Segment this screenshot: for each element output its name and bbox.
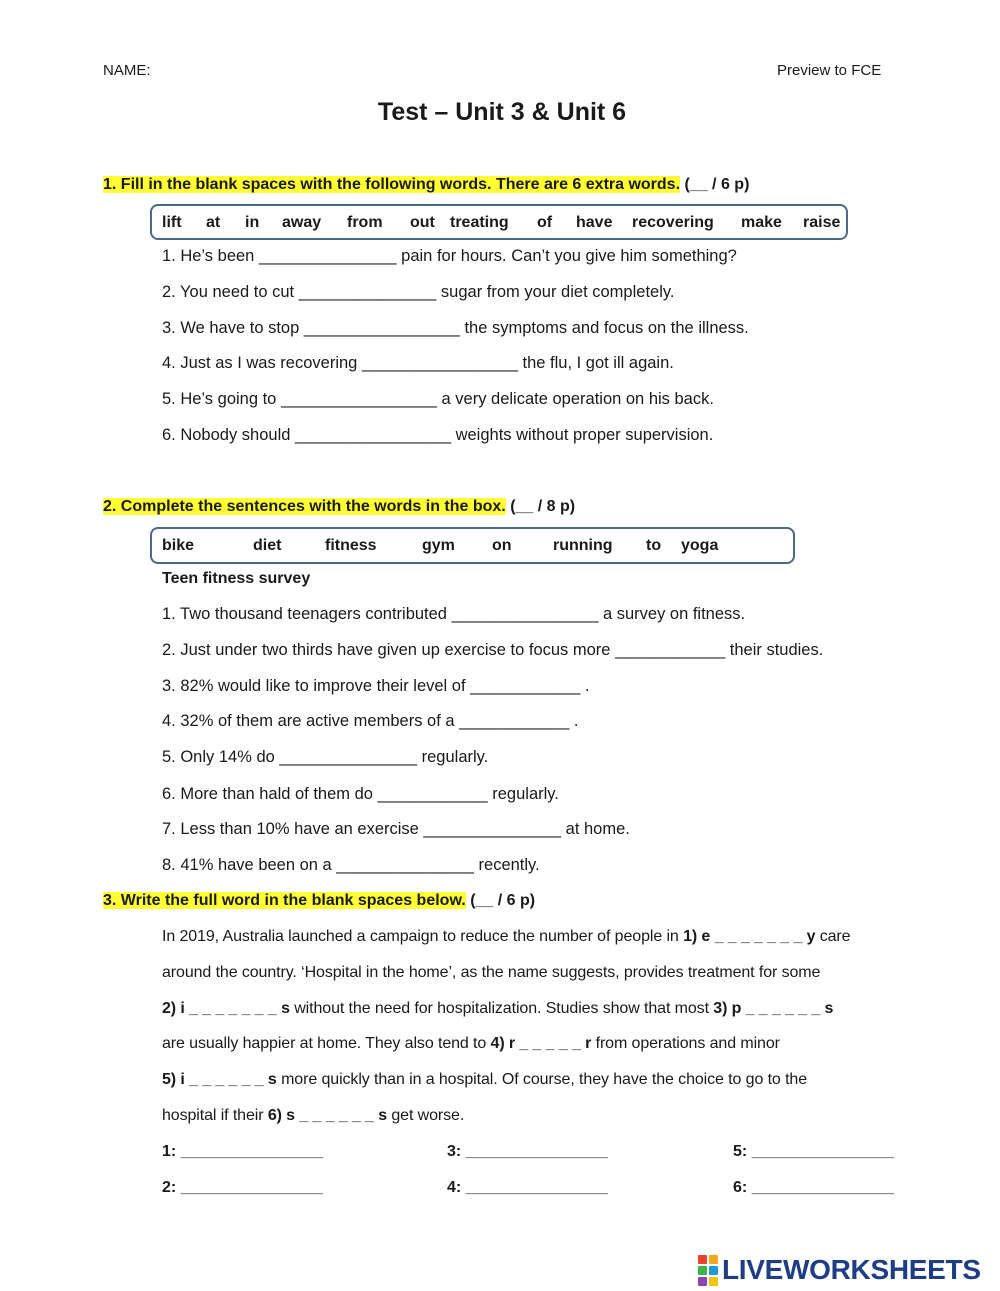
paragraph-line-6 [162, 1107, 464, 1125]
name-label: NAME: [103, 62, 151, 79]
word-box-item: treating [450, 214, 509, 231]
page-title: Test – Unit 3 & Unit 6 [377, 98, 627, 126]
section1-sentence: 4. Just as I was recovering _________________ the flu, I got ill again. [162, 354, 674, 372]
word-hint: 6) s _ _ _ _ _ _ s [267, 1107, 387, 1124]
survey-subtitle: Teen fitness survey [162, 570, 311, 587]
section1-sentence: 3. We have to stop _________________ the symptoms and focus on the illness. [162, 319, 749, 337]
logo-cubes-icon [698, 1255, 718, 1286]
section1-sentence: 6. Nobody should _________________ weights without proper supervision. [162, 426, 714, 444]
answer-slot-4[interactable] [447, 1179, 608, 1197]
section3-score: (__ / 6 p) [470, 892, 536, 909]
answer-slot-1[interactable] [162, 1143, 323, 1161]
answer-label: 3: [447, 1143, 462, 1160]
section1-sentence: 1. He’s been _______________ pain for hours. Can’t you give him something? [162, 247, 737, 265]
section2-heading [103, 498, 575, 516]
word-hint: 2) i _ _ _ _ _ _ _ s [162, 1000, 290, 1017]
answer-label: 4: [447, 1179, 462, 1196]
section2-heading-text: . Complete the sentences with the words in the box. [111, 498, 506, 515]
answer-label: 1: [162, 1143, 177, 1160]
section1-heading-text: 1. Fill in the blank spaces with the following words. There are 6 extra words. [103, 176, 681, 193]
section2-score: (__ / 8 p) [510, 498, 576, 515]
logo-text: LIVEWORKSHEETS [722, 1254, 981, 1285]
paragraph-line-2 [162, 964, 820, 982]
answer-slot-5[interactable] [733, 1143, 894, 1161]
section2-sentence: 3. 82% would like to improve their level of ____________ . [162, 677, 590, 695]
word-hint: 3) p _ _ _ _ _ _ s [713, 1000, 834, 1017]
answer-label: 2: [162, 1179, 177, 1196]
paragraph-line-5 [162, 1071, 807, 1089]
paragraph-text: care [815, 928, 851, 945]
answer-blank: ________________ [751, 1179, 895, 1196]
word-box-item: gym [422, 537, 455, 554]
section2-sentence: 4. 32% of them are active members of a ____________ . [162, 712, 579, 730]
answer-label: 5: [733, 1143, 748, 1160]
section1-heading [103, 176, 749, 194]
word-box-item: at [206, 214, 221, 231]
section2-sentence: 1. Two thousand teenagers contributed ________________ a survey on fitness. [162, 605, 746, 623]
word-hint: 5) i _ _ _ _ _ _ s [162, 1071, 277, 1088]
word-box-item: yoga [681, 537, 719, 554]
section1-sentence: 5. He’s going to _________________ a very delicate operation on his back. [162, 390, 714, 408]
section2-sentence: 8. 41% have been on a _______________ recently. [162, 856, 540, 874]
word-box-item: diet [253, 537, 282, 554]
answer-label: 6: [733, 1179, 748, 1196]
answer-blank: ________________ [180, 1179, 324, 1196]
word-box-item: recovering [632, 214, 714, 231]
paragraph-line-1 [162, 928, 850, 946]
word-box-item: make [741, 214, 782, 231]
paragraph-text: are usually happier at home. They also tend to [162, 1035, 491, 1052]
section2-word-box [150, 527, 795, 564]
word-box-item: in [245, 214, 260, 231]
word-box-item: to [646, 537, 662, 554]
paragraph-text: In 2019, Australia launched a campaign to reduce the number of people in [162, 928, 684, 945]
word-box-item: bike [162, 537, 195, 554]
word-hint: 4) r _ _ _ _ _ r [490, 1035, 592, 1052]
answer-blank: ________________ [465, 1143, 609, 1160]
answer-slot-6[interactable] [733, 1179, 894, 1197]
answer-blank: ________________ [751, 1143, 895, 1160]
word-box-item: fitness [325, 537, 377, 554]
section2-heading-num: 2 [103, 498, 112, 515]
paragraph-text: more quickly than in a hospital. Of course, they have the choice to go to the [276, 1071, 808, 1088]
word-hint: 1) e _ _ _ _ _ _ _ y [683, 928, 816, 945]
answer-slot-3[interactable] [447, 1143, 608, 1161]
paragraph-text: get worse. [387, 1107, 465, 1124]
section2-sentence: 2. Just under two thirds have given up exercise to focus more ____________ their studies. [162, 641, 824, 659]
paragraph-text: without the need for hospitalization. Studies show that most [289, 1000, 714, 1017]
answer-slot-2[interactable] [162, 1179, 323, 1197]
paragraph-text: from operations and minor [591, 1035, 780, 1052]
section3-heading-text: 3. Write the full word in the blank spaces below. [103, 892, 466, 909]
section1-word-box [150, 204, 848, 240]
section1-score: (__ / 6 p) [684, 176, 750, 193]
paragraph-line-4 [162, 1035, 780, 1053]
section2-sentence: 6. More than hald of them do ____________ regularly. [162, 785, 559, 803]
paragraph-line-3 [162, 1000, 833, 1018]
paragraph-text: around the country. ‘Hospital in the home’, as the name suggests, provides treatment for some [162, 964, 821, 981]
word-box-item: out [410, 214, 435, 231]
word-box-item: on [492, 537, 512, 554]
liveworksheets-logo[interactable] [698, 1254, 981, 1286]
section3-heading [103, 892, 535, 910]
word-box-item: raise [803, 214, 841, 231]
paragraph-text: hospital if their [162, 1107, 268, 1124]
answer-blank: ________________ [465, 1179, 609, 1196]
section2-sentence: 5. Only 14% do _______________ regularly. [162, 748, 489, 766]
word-box-item: away [282, 214, 322, 231]
section1-sentence: 2. You need to cut _______________ sugar from your diet completely. [162, 283, 675, 301]
word-box-item: from [347, 214, 383, 231]
word-box-item: of [537, 214, 553, 231]
word-box-item: lift [162, 214, 182, 231]
word-box-item: running [553, 537, 613, 554]
section2-sentence: 7. Less than 10% have an exercise _______________ at home. [162, 820, 630, 838]
course-label: Preview to FCE [777, 62, 882, 79]
word-box-item: have [576, 214, 613, 231]
answer-blank: ________________ [180, 1143, 324, 1160]
